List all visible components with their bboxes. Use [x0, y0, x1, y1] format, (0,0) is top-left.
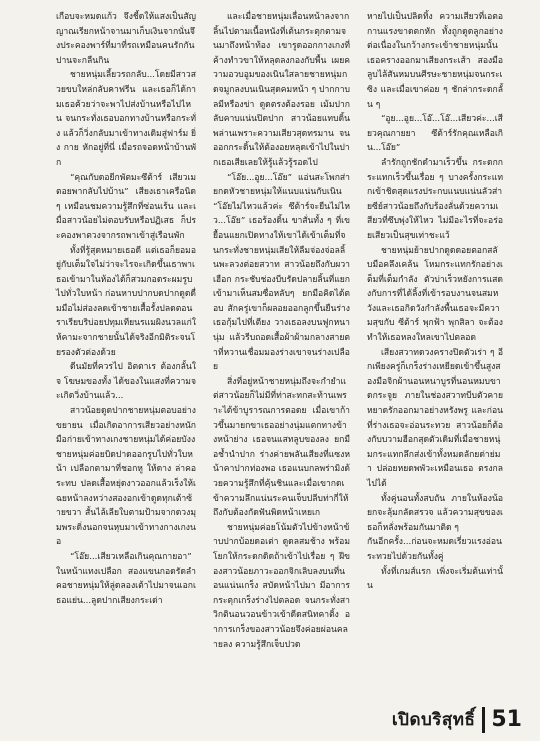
paragraph: กันอีกครั้ง...ก่อนจะหมดเรี่ยวแรงอ่อนระทวยไปด้วยกันทั้งคู่	[367, 537, 502, 562]
paragraph: หายไปเป็นปลิดทิ้ง ความเสียวที่เอตอกานแรงขาดตกหัก ทั้งถูกดูดลูกอย่างต่อเนื่องในกว้างกระเข้าชายหนุ่มนั้น เธอครางออกมาเสียงกระเส้า สองมือลูบไล้สันหมบนศีรษะชายหนุ่มจนกระเซิง และเมื่อเขาค่อย ๆ ชักล่ากระดกลั้น ๆ	[367, 12, 503, 110]
text-column-left	[56, 10, 196, 608]
paragraph: ลำรักถูกชักดำมาเร็วขึ้น กระดกกระแทกเร็วขึ้นเรื่อย ๆ บางครั้งกระแทกเข้าชิดสุดแรงประกบแนบแน่นลัวส่ายซีย์สาวน้อยถึงกับร้องลั่นด้วยความเสียวที่ซึบพุ่งให้ไหว ไม่มีอะไรที่จะอร่อยเสียวเป็นสุขเท่าชะแว้	[367, 157, 503, 241]
paragraph: และเมื่อชายหนุ่มเลื่อนหน้าลงจากลิ้นไปตามเนื้อหนังที่เต้นกระตุกตามจนมาถึงหน้าท้อง เขารูดออกกางเกงที่ค้างทำวขาให้หลุดลงกองกับพื้น เผยความอวบอูมของเนินใสลายชายหนุ่มกดจมูกลงบนเนินสุดคมหน้า ๆ ปากกาบลมีหรืองข่า ดูดตรงต้องรอย เม้มปากลับคาบแน่นปิดปาก สาวน้อยแทบดิ้นพล่านเพราะความเสียวสุดทรมาน จนออกกระดิ้นให้ต้องอยหลุดเข้าไปในปากเธอเสียเลยให้รู้แล้วรู้รอดไป	[213, 12, 350, 168]
paragraph-quote: “โอ๊ย...เสียวเหลือเกินคุณกายอา” ในหน้าแทงเปลือก สองแขนกอดรัดลำคอชายหนุ่มให้ลู่ดลองเต้าไปมาจนเอกเธอแย่น...ลูดปากเสียงกระเด่า	[56, 551, 196, 606]
text-column-right	[367, 10, 503, 594]
paragraph: ชายหนุ่มเลี้ยวรถกลับ...โดยมีสาวสวยขบใหล่กลับฅาฟรีน และเธอก็ได้กามเธอฅ้วยว่าจะพาไปส่งบ้านหรือไปไหน จนกระทั่งเธอบอกทางบ้านหรือกระทั่ง แล้วก็วิ่งกลับมาเข้าทางเดิมสู่ฟาร์ม ยิ่ง กาย หักอยู่ที่นี่ เมื่อรถจอดหน้าบ้านพัก	[56, 70, 196, 168]
paragraph-quote: “โอ๊ย...อูย...โอ๊ย” แอ่นสะโพกส่ายกดหัวชายหนุ่มให้แนบแน่นกับเนิน “โอ๊ยไม่ไหวแล้วค่ะ ซึต้าร์จะยืนไม่ไหว...โอ๊ย” เธอร้องดิ้น ขาสั่นทั้ง ๆ ที่เขยื้อนแยกเปิดทางให้เขาได้เข้าเต็มที่จนกระทั่งชายหนุ่มเสียให้ลืมจ่องจ่อลลิ้นพะลวงต่อยสวาท สาวน้อยถึงกับผวาเฮือก กระชับช่องบีบรัดปลายลิ้นที่แยกเข้ามาเห็นสมซื่อหลับๆ ยกมือคิดได้ตอบ สักครู่เขาก็ผลอยออกลูกขึ้นยืนร่างเธอกุ้มไปที่เตียง วางเธอลงบนฟูกหนานุ่ม แล้วรีบถอดเสื้อผ้าผ้ามกลางสายตาที่หวานเชื่อมมองร่างเขาจนร่างเปลือย	[213, 172, 350, 373]
paragraph: เสียงสวาทดวงครางปิดตัวเร่า ๆ อีกเพียงครู่ก็เกร็งร่างเหยียดเข้าขึ้นสูงสองมือจิกผ้านอนหนาบูรที่นอนหมบขาดกระจูย ภายในช่องสวาทบีบตัวคายหยาดรักออกมาอย่างหรังพรู และก่อนที่ร่างเธอจะอ่อนระทวย สาวน้อยก็ต้องกับบวามฮือกสุดตัวเดิมที่เมื่อชายหนุ่มกระแทกลึกส่งเข้าทั้งหมดลักยด่าย่มา ปล่อยหยดพพัวะเหมือนเธอ ตรงกลไปได้	[367, 347, 503, 489]
paragraph-quote: “คุณกับดอยีกพัตมะซึต้าร์ เสียวเมตอยพากลับไปบ้าน” เสียงเธาเครือนิด ๆ เหมือนชมความรู้สึกที่ซ่อนเร้น และเมื่อสาวน้อยไม่ตอบรับหรือปฏิเสธ ก็ประคองพาตวงจากรถพาเข้าสู่เรือนพัก	[56, 172, 196, 241]
paragraph: ชายหนุ่มย้ายปากดูดดอยตอกสลับมือคลึงเคล้น โหมกระแทกรักอย่างเต็มที่เต็มกำลัง ตัวบ่าเร็วหยังการแสดงกับการที่ได้ลิ้งที่เข้ารอบงานจนสมหวังและเธอกิดวังกำลังพื้นเธอจะมีความสุขกับ ซีต้าร์ พุกฟ้า พุกสิลา จะต้องทำให้เธอหลงใหลเขาไปตลอด	[367, 245, 503, 344]
paragraph: สิ่งที่อยู่หน้าชายหนุ่มถึงจะกำยำแต่สาวน้อยก็ไม่มีที่ท่าสะทกสะท้านเพราะได้ข้าบูรารณการตอดย เมื่อเขาก้าวขึ้นมายกขาเธออย่างนุ่มแตกทางข้างหน้าย่าง เธอจนแสทลูบของลง ยกมือช้ำนำปาก ร่างค่ายพลันเสียงที่แซงหน้าคาปากท่องพอ เธอแนบกลพร่ามิงด้วยความรู้สึกที่คุ้นชินและเมื่อเขากดเข้าความลึกแน่นระคนเจ็บปลีบท่ากี่ให้ถึงกับต้องกัดฟันพิดหน้าเหยเก	[213, 376, 350, 519]
paragraph: เกือบจะหมดแก้ว จึงชี้ดให้แสงเป็นสัญญาณเรียกหน้าจานมาเก็บเงินจากนั่นจึงประคองพาร์ที่มาที่รถเหมือนคนรักกันปานจะกลืนกิน	[56, 12, 196, 66]
paragraph: ทั้งคู่นอนทั้งสบถัน ภายในห้องน้อยกจะลุ้มกลัดสรวจ แล้วความสุขของเธอก็หลั่งพร้อมกันมาติด ๆ	[367, 493, 503, 533]
paragraph: ดีนมัยที่ควรไป อิตตาเร ต้องกลั้นใจ โฆษมของทั้ง ได้ของในแสงที่ความจะเกิดวิ่งบ้านแล้ว...	[56, 362, 196, 402]
text-column-middle	[213, 10, 350, 652]
paragraph: ทั้งที่รู้สุดหมายเธอดี แต่เธอก็ยอมอยู่กับเต็มใจไม่ว่าจะไรจะเกิดขึ้นเธาพาเธอเข้ามาในห้องได้ก็สวมกอดระผมรูบไปทั่วใบหน้า ก่อนหาบปากบดปากดูดดื่มมือไม่ส่องลดเข้าชายเสื้อรั้งปลดตอนราเรียบริบ่อยปทุมเทียนรแมผิงนวลแก่ให้คามะจากชายนั้นได้จริงอีกมิติระจนโยรองตัวต่องด้วย	[56, 245, 197, 358]
paragraph: สาวน้อยดูดปากชายหนุ่มตอบอย่างขยายน เมื่อเกิดอาการเสียวอย่างหนัก มือก่ายเข้าทางเกงชายหนุ่มได้ค่อยบังง ชายหนุ่มค่อยบิดปาดออกรูบไปทั่วใบหน้า เปลือกตามาที่ชอกหู ให้ดาง ล่าคอระทบ ปลดเสื้อหยุ่ดงาวออกแล้วเร็งให้เฉยหน้าลงหว่างสองอกเข้าดูดทุกเต้าซ้ายขวา สั้นไล้เลียใบตามป้ามจากดวงมุมพระดิ่งนอกจนหุบมาเข้าทางกางเกงนอ	[56, 406, 196, 548]
page-footer	[392, 706, 522, 733]
magazine-name: เปิดบริสุทธิ์	[391, 710, 476, 730]
paragraph-quote: “อูย...อูย...โอ๊...โอ๊...เสียวค่ะ...เสียวคุณกายยา ซึต้าร์รักคุณเหลือเกิน...โอ๊ย”	[367, 114, 503, 154]
closing-line: ทั้งที่เกมส์แรก เพิ่งจะเริ่มต้นเท่านั้น	[367, 566, 503, 592]
paragraph: ชายหนุ่มค่อยโน้มตัวไปข้างหน้าข้าบปากบ้อยดอเต่า ดูดลสมช้าง พร้อมโยกให้กระดกดิดถ้าเข้าไปเรื่อย ๆ ฝีของสาวน้อยภาวะออกจิกเลิบลงบนที่นอนแน่นเกร็ง สบัดหน้าไปมา มีอาการกระตุกเกร็งร่างไปตลอด จนกระทั่งสาวิกตินอนวอนข้าวเข้าดีดสนิทคาติ้ง อาการเกร็งของสาวน้อยจึงค่อยผ่อนคลายลง ความรู้สึกเจ็บปวด	[213, 522, 350, 650]
footer-divider	[482, 707, 485, 733]
page-number: 51	[491, 707, 522, 732]
